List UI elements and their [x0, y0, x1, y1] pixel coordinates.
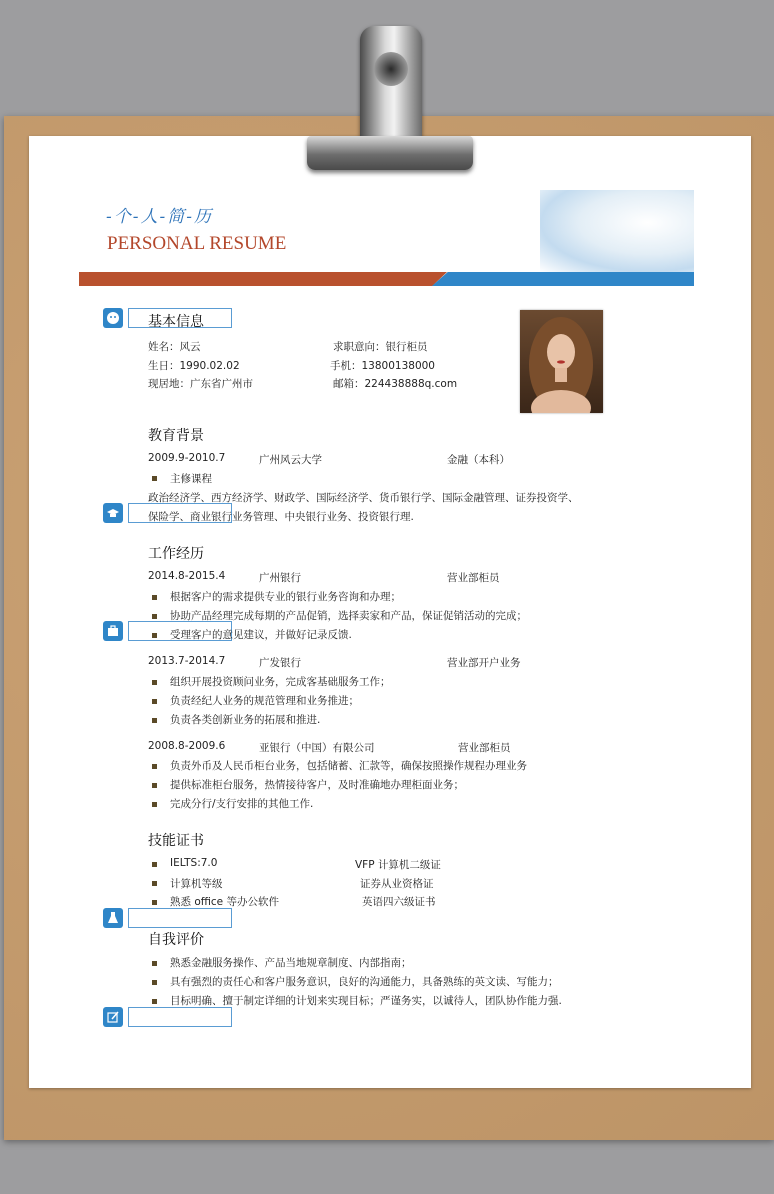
birth-field: 生日：1990.02.02: [148, 360, 240, 372]
courses-line: 保险学、商业银行业务管理、中央银行业务、投资银行理.: [148, 511, 414, 523]
skill-item: 熟悉 office 等办公软件: [170, 896, 279, 908]
briefcase-icon: [103, 621, 123, 641]
job-role: 营业部开户业务: [447, 657, 521, 669]
section-tab-self: [128, 1007, 232, 1027]
bullet: [152, 595, 157, 600]
job-period: 2013.7-2014.7: [148, 655, 226, 667]
bullet: [152, 881, 157, 886]
bullet: [152, 900, 157, 905]
skill-item: 计算机等级: [170, 878, 223, 890]
profile-icon: [103, 308, 123, 328]
education-period: 2009.9-2010.7: [148, 452, 226, 464]
intent-field: 求职意向：银行柜员: [333, 341, 428, 353]
bullet: [152, 980, 157, 985]
self-heading: 自我评价: [148, 932, 204, 948]
education-school: 广州风云大学: [259, 454, 322, 466]
skills-heading: 技能证书: [148, 833, 204, 849]
job-duty: 根据客户的需求提供专业的银行业务咨询和办理；: [170, 591, 401, 603]
graduation-cap-icon: [103, 503, 123, 523]
bullet: [152, 961, 157, 966]
education-major: 金融（本科）: [447, 454, 510, 466]
job-duty: 负责外币及人民币柜台业务，包括储蓄、汇款等，确保按照操作规程办理业务: [170, 760, 527, 772]
phone-field: 手机：13800138000: [330, 360, 435, 372]
work-heading: 工作经历: [148, 546, 204, 562]
job-duty: 提供标准柜台服务，热情接待客户，及时准确地办理柜面业务；: [170, 779, 464, 791]
profile-photo: [520, 310, 603, 413]
job-period: 2014.8-2015.4: [148, 570, 226, 582]
binder-clip-hole: [374, 52, 408, 86]
resume-title-en: PERSONAL RESUME: [107, 233, 287, 254]
job-duty: 完成分行/支行安排的其他工作.: [170, 798, 314, 810]
courses-line: 政治经济学、西方经济学、财政学、国际经济学、货币银行学、国际金融管理、证券投资学、: [148, 492, 579, 504]
bullet: [152, 476, 157, 481]
bullet: [152, 680, 157, 685]
job-company: 亚银行（中国）有限公司: [259, 742, 375, 754]
bullet: [152, 862, 157, 867]
binder-clip-base: [307, 136, 473, 170]
job-role: 营业部柜员: [447, 572, 500, 584]
sky-decoration: [540, 190, 694, 272]
header-bar-red: [79, 272, 447, 286]
flask-icon: [103, 908, 123, 928]
email-field: 邮箱：224438888q.com: [333, 378, 458, 390]
edit-icon: [103, 1007, 123, 1027]
bullet: [152, 718, 157, 723]
job-duty: 负责各类创新业务的拓展和推进.: [170, 714, 321, 726]
bullet: [152, 699, 157, 704]
bullet: [152, 802, 157, 807]
skill-item: 英语四六级证书: [362, 896, 436, 908]
courses-label: 主修课程: [170, 473, 212, 485]
job-duty: 受理客户的意见建议，并做好记录反馈.: [170, 629, 352, 641]
job-role: 营业部柜员: [458, 742, 511, 754]
header-bar-blue: [432, 272, 694, 286]
bullet: [152, 614, 157, 619]
education-heading: 教育背景: [148, 428, 204, 444]
bullet: [152, 783, 157, 788]
bullet: [152, 999, 157, 1004]
address-field: 现居地：广东省广州市: [148, 378, 253, 390]
self-item: 熟悉金融服务操作、产品当地规章制度、内部指南；: [170, 957, 412, 969]
name-field: 姓名：风云: [148, 341, 201, 353]
job-company: 广发银行: [259, 657, 301, 669]
resume-title-cn: -个-人-简-历: [106, 207, 213, 227]
skill-item: 证券从业资格证: [360, 878, 434, 890]
job-duty: 组织开展投资顾问业务，完成客基础服务工作；: [170, 676, 391, 688]
job-company: 广州银行: [259, 572, 301, 584]
skill-item: VFP 计算机二级证: [355, 859, 441, 871]
self-item: 目标明确、擅于制定详细的计划来实现目标；严谨务实，以诚待人，团队协作能力强.: [170, 995, 562, 1007]
bullet: [152, 764, 157, 769]
binder-clip-arm: [360, 26, 422, 150]
bullet: [152, 633, 157, 638]
skill-item: IELTS:7.0: [170, 857, 218, 869]
job-duty: 协助产品经理完成每期的产品促销，选择卖家和产品，保证促销活动的完成；: [170, 610, 527, 622]
basic-info-heading: 基本信息: [148, 314, 204, 330]
job-period: 2008.8-2009.6: [148, 740, 226, 752]
job-duty: 负责经纪人业务的规范管理和业务推进；: [170, 695, 359, 707]
self-item: 具有强烈的责任心和客户服务意识，良好的沟通能力，具备熟练的英文读、写能力；: [170, 976, 559, 988]
section-tab-skills: [128, 908, 232, 928]
